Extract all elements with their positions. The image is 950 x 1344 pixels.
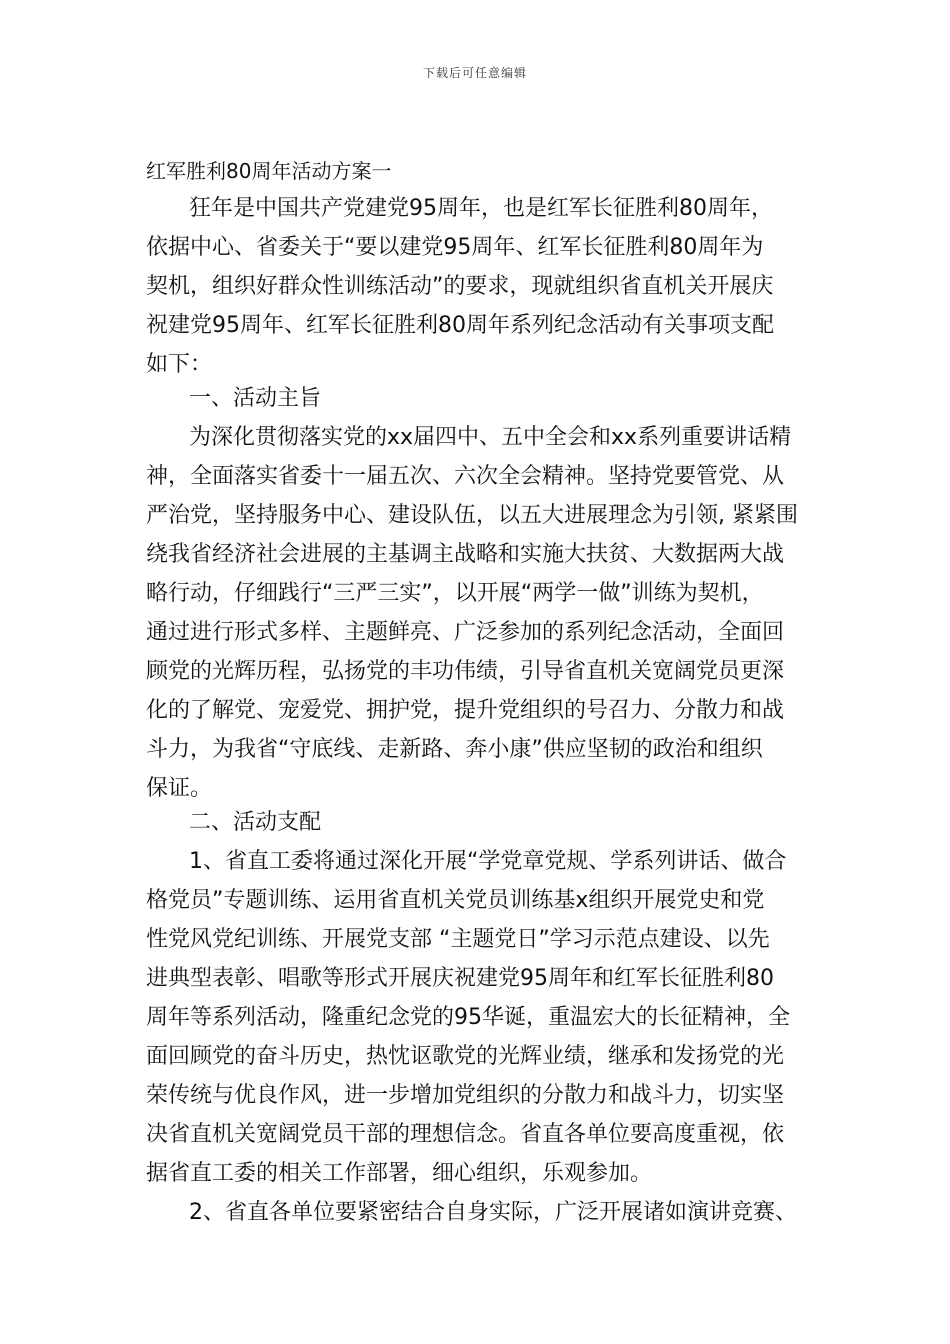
paragraph-line: 依据中心、省委关于“要以建党95周年、红军长征胜利80周年为: [146, 235, 764, 260]
paragraph-line: 决省直机关宽阔党员干部的理想信念。省直各单位要高度重视，依: [146, 1122, 785, 1147]
header-note: 下载后可任意编辑: [422, 66, 527, 80]
document-title: 红军胜利80周年活动方案一: [146, 159, 392, 183]
section-heading: 一、活动主旨: [189, 386, 322, 411]
paragraph-line: 性党风党纪训练、开展党支部 “主题党日”学习示范点建设、以先: [146, 927, 770, 952]
paragraph-line: 严治党，坚持服务中心、建设队伍，以五大进展理念为引领, 紧紧围: [146, 503, 798, 528]
paragraph-line: 1、省直工委将通过深化开展“学党章党规、学系列讲话、做合: [189, 849, 787, 874]
paragraph-line: 祝建党95周年、红军长征胜利80周年系列纪念活动有关事项支配: [146, 313, 774, 338]
section-heading: 二、活动支配: [189, 810, 322, 835]
paragraph-line: 据省直工委的相关工作部署，细心组织，乐观参加。: [146, 1161, 653, 1186]
paragraph-line: 狂年是中国共产党建党95周年，也是红军长征胜利80周年，: [189, 196, 773, 221]
paragraph-line: 荣传统与优良作风，进一步增加党组织的分散力和战斗力，切实坚: [146, 1083, 785, 1108]
paragraph-line: 周年等系列活动，隆重纪念党的95华诞，重温宏大的长征精神，全: [146, 1005, 790, 1030]
paragraph-line: 化的了解党、宠爱党、拥护党，提升党组织的号召力、分散力和战: [146, 698, 785, 723]
paragraph-line: 绕我省经济社会进展的主基调主战略和实施大扶贫、大数据两大战: [146, 542, 785, 567]
paragraph-line: 如下：: [146, 352, 213, 377]
paragraph-line: 为深化贯彻落实党的xx届四中、五中全会和xx系列重要讲话精: [189, 425, 792, 450]
paragraph-line: 保证。: [146, 776, 213, 801]
paragraph-line: 格党员”专题训练、运用省直机关党员训练基x组织开展党史和党: [146, 888, 765, 913]
paragraph-line: 进典型表彰、唱歌等形式开展庆祝建党95周年和红军长征胜利80: [146, 966, 774, 991]
paragraph-line: 神，全面落实省委十一届五次、六次全会精神。坚持党要管党、从: [146, 464, 785, 489]
paragraph-line: 契机，组织好群众性训练活动”的要求，现就组织省直机关开展庆: [146, 274, 774, 299]
paragraph-line: 顾党的光辉历程，弘扬党的丰功伟绩，引导省直机关宽阔党员更深: [146, 659, 785, 684]
paragraph-line: 通过进行形式多样、主题鲜亮、广泛参加的系列纪念活动，全面回: [146, 620, 785, 645]
paragraph-line: 2、省直各单位要紧密结合自身实际，广泛开展诸如演讲竞赛、: [189, 1200, 797, 1225]
paragraph-line: 面回顾党的奋斗历史，热忱讴歌党的光辉业绩，继承和发扬党的光: [146, 1044, 785, 1069]
paragraph-line: 略行动，仔细践行“三严三实”，以开展“两学一做”训练为契机，: [146, 581, 764, 606]
paragraph-line: 斗力，为我省“守底线、走新路、奔小康”供应坚韧的政治和组织: [146, 737, 763, 762]
